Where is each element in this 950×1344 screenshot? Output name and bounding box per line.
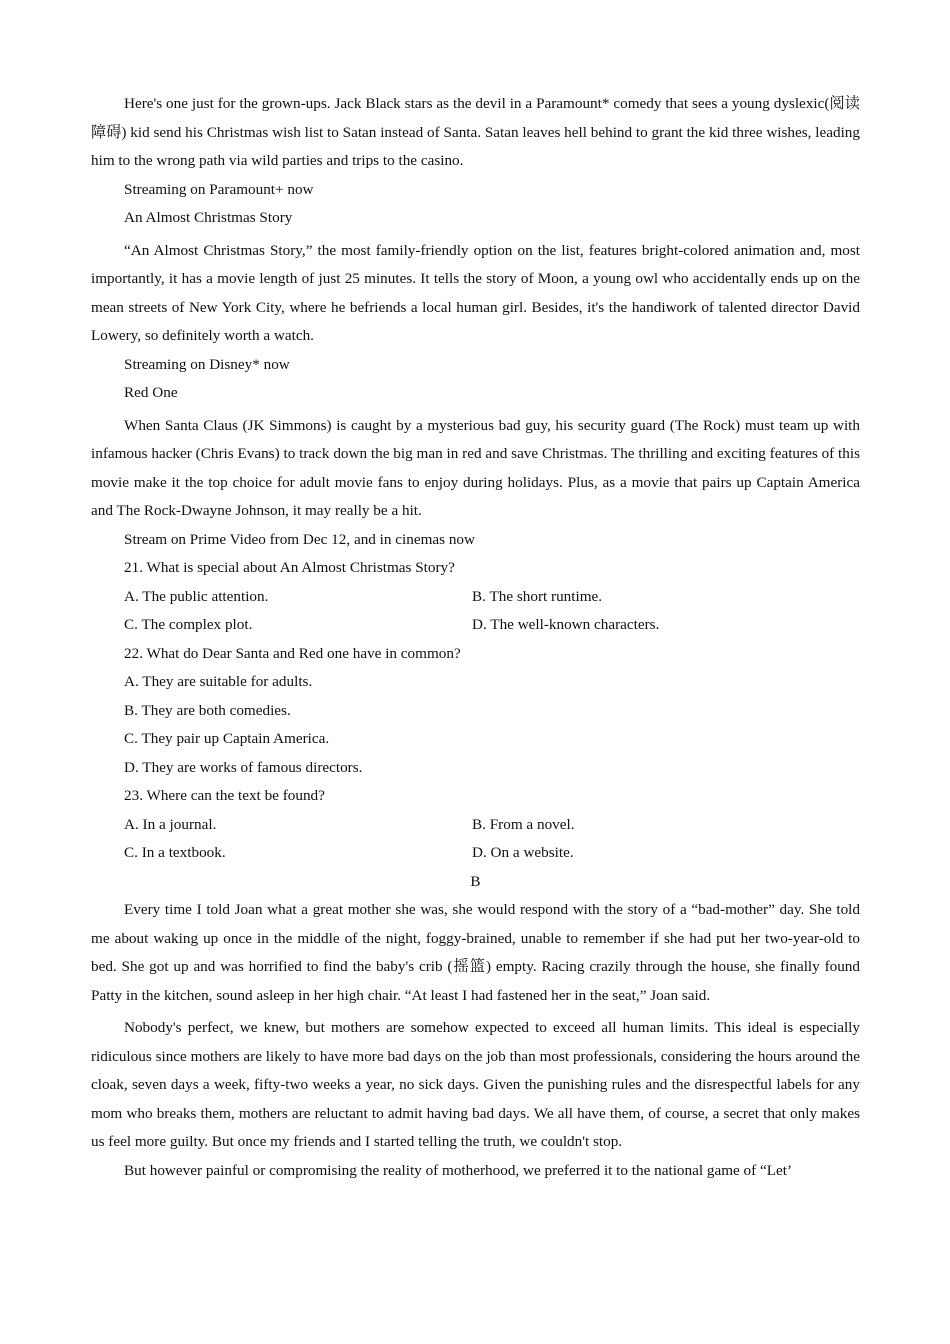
question-22-option-d: D. They are works of famous directors. <box>124 758 363 776</box>
question-22-option-c: C. They pair up Captain America. <box>124 730 330 747</box>
question-21-option-d: D. The well-known characters. <box>472 616 660 633</box>
movie-title-almost-christmas: An Almost Christmas Story <box>124 209 293 226</box>
question-23-options-row-2 <box>91 839 860 868</box>
question-23-option-c: C. In a textbook. <box>124 844 226 861</box>
question-21-options-row-1 <box>91 583 860 612</box>
question-21-option-a: A. The public attention. <box>124 587 269 605</box>
passage-b-paragraph-1: Every time I told Joan what a great mother she was, she would respond with the story of a “bad-mother” day. She told me about waking up once in the middle of the night, foggy-brained, unable to remember if she had put her two-year-old to bed. She got up and was horrified to find the baby's crib (摇篮) empty. Racing crazily through the house, she finally found Patty in the kitchen, sound asleep in her high chair. “At least I had fastened her in the seat,” Joan said. <box>91 901 860 1004</box>
streaming-info-red-one: Stream on Prime Video from Dec 12, and in cinemas now <box>124 530 475 548</box>
passage-b-paragraph-3: But however painful or compromising the reality of motherhood, we preferred it to the national game of “Let’ <box>124 1161 793 1179</box>
question-23-option-a: A. In a journal. <box>124 815 217 833</box>
question-22-option-b: B. They are both comedies. <box>124 701 291 719</box>
question-23-stem: 23. Where can the text be found? <box>124 787 325 804</box>
document-page <box>91 90 860 1185</box>
question-23-option-b: B. From a novel. <box>472 815 575 833</box>
question-22-stem: 22. What do Dear Santa and Red one have in common? <box>124 644 461 662</box>
question-21-option-c: C. The complex plot. <box>124 616 253 633</box>
passage-b-paragraph-2: Nobody's perfect, we knew, but mothers are somehow expected to exceed all human limits. This ideal is especially ridiculous since mothers are likely to have more bad days on the job than most professionals, considering the hours around the cloak, seven days a week, fifty-two weeks a year, no sick days. Given the punishing rules and the disrespectful labels for any mom who breaks them, mothers are reluctant to admit having bad days. We all have them, of course, a secret that only makes us feel more guilty. But once my friends and I started telling the truth, we couldn't stop. <box>91 1019 860 1150</box>
paragraph-dear-santa: Here's one just for the grown-ups. Jack Black stars as the devil in a Paramount* comedy that sees a young dyslexic(阅读障碍) kid send his Christmas wish list to Satan instead of Santa. Satan leaves hell behind to grant the kid three wishes, leading him to the wrong path via wild parties and trips to the casino. <box>91 95 860 169</box>
section-b-heading: B <box>470 872 481 890</box>
streaming-info-almost-christmas: Streaming on Disney* now <box>124 355 290 373</box>
question-23-option-d: D. On a website. <box>472 844 574 861</box>
paragraph-red-one: When Santa Claus (JK Simmons) is caught by a mysterious bad guy, his security guard (The Rock) must team up with infamous hacker (Chris Evans) to track down the big man in red and save Christmas. The thrilling and exciting features of this movie make it the top choice for adult movie fans to enjoy during holidays. Plus, as a movie that pairs up Captain America and The Rock-Dwayne Johnson, it may really be a hit. <box>91 416 860 519</box>
paragraph-almost-christmas: “An Almost Christmas Story,” the most family-friendly option on the list, features bright-colored animation and, most importantly, it has a movie length of just 25 minutes. It tells the story of Moon, a young owl who accidentally ends up on the mean streets of New York City, where he befriends a local human girl. Besides, it's the handiwork of talented director David Lowery, so definitely worth a watch. <box>91 241 860 344</box>
question-22-option-a: A. They are suitable for adults. <box>124 673 313 690</box>
question-21-options-row-2 <box>91 611 860 640</box>
streaming-info-dear-santa: Streaming on Paramount+ now <box>124 180 314 198</box>
question-23-options-row-1 <box>91 811 860 840</box>
question-21-stem: 21. What is special about An Almost Christmas Story? <box>124 559 455 576</box>
question-21-option-b: B. The short runtime. <box>472 587 603 605</box>
movie-title-red-one: Red One <box>124 384 178 401</box>
